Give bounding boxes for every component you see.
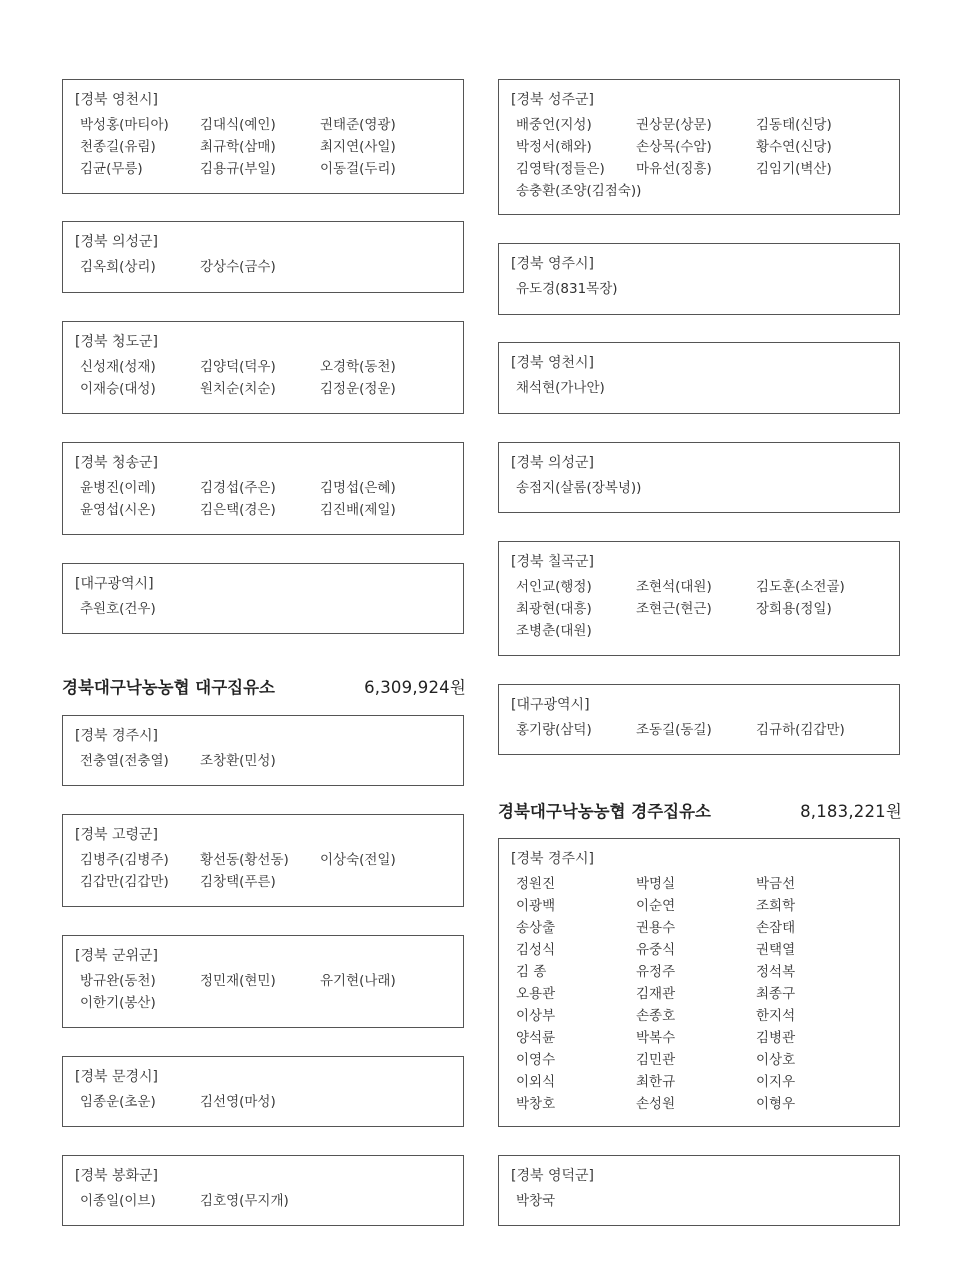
region-box — [62, 814, 464, 907]
member-name: 장희용(정일) — [756, 601, 832, 617]
region-box — [498, 79, 900, 215]
member-name: 이외식 — [516, 1074, 556, 1090]
member-name: 오용관 — [516, 986, 556, 1002]
member-name: 김은택(경은) — [200, 502, 276, 518]
region-box — [498, 838, 900, 1127]
member-name: 조현석(대원) — [636, 579, 712, 595]
region-title: [경북 의성군] — [511, 455, 594, 471]
member-name: 김용규(부일) — [200, 161, 276, 177]
region-title: [경북 고령군] — [75, 827, 158, 843]
section-header — [62, 677, 466, 699]
region-title: [경북 청도군] — [75, 334, 158, 350]
name-list — [511, 114, 889, 202]
member-name: 전충열(전충열) — [80, 753, 169, 769]
member-name: 김도훈(소전골) — [756, 579, 845, 595]
member-name: 마유선(징흥) — [636, 161, 712, 177]
member-name: 김성식 — [516, 942, 556, 958]
region-box — [62, 563, 464, 634]
member-name: 송상출 — [516, 920, 556, 936]
member-name: 방규완(동천) — [80, 973, 156, 989]
region-box — [62, 1155, 464, 1226]
member-name: 유정주 — [636, 964, 676, 980]
region-title: [경북 청송군] — [75, 455, 158, 471]
name-list — [75, 849, 453, 893]
member-name: 김병주(김병주) — [80, 852, 169, 868]
member-name: 김옥희(상리) — [80, 259, 156, 275]
member-name: 이상호 — [756, 1052, 796, 1068]
region-box — [62, 221, 464, 293]
name-list — [75, 970, 453, 1014]
member-name: 김 종 — [516, 964, 547, 980]
member-name: 손상목(수암) — [636, 139, 712, 155]
section-title: 경북대구낙농농협 경주집유소 — [498, 802, 711, 821]
member-name: 손잠태 — [756, 920, 796, 936]
member-name: 조창환(민성) — [200, 753, 276, 769]
member-name: 최광현(대흥) — [516, 601, 592, 617]
member-name: 이광백 — [516, 898, 556, 914]
name-list — [75, 356, 453, 400]
member-name: 정원진 — [516, 876, 556, 892]
region-box — [62, 1056, 464, 1127]
name-list — [511, 1190, 889, 1212]
name-list — [75, 1091, 453, 1113]
member-name: 이형우 — [756, 1096, 796, 1112]
member-name: 김창택(푸른) — [200, 874, 276, 890]
member-name: 김민관 — [636, 1052, 676, 1068]
region-box — [62, 442, 464, 535]
member-name: 유도경(831목장) — [516, 281, 618, 297]
member-name: 이상부 — [516, 1008, 556, 1024]
member-name: 송충환(조양(김점숙)) — [516, 183, 642, 199]
name-list — [75, 477, 453, 521]
member-name: 권용수 — [636, 920, 676, 936]
member-name: 송점지(살롬(장복녕)) — [516, 480, 642, 496]
member-name: 최종구 — [756, 986, 796, 1002]
member-name: 황수연(신당) — [756, 139, 832, 155]
member-name: 김영탁(정들은) — [516, 161, 605, 177]
member-name: 윤영섭(시온) — [80, 502, 156, 518]
member-name: 김경섭(주은) — [200, 480, 276, 496]
region-title: [경북 칠곡군] — [511, 554, 594, 570]
member-name: 배중언(지성) — [516, 117, 592, 133]
region-box — [498, 342, 900, 414]
region-title: [경북 경주시] — [511, 851, 594, 867]
member-name: 이한기(봉산) — [80, 995, 156, 1011]
member-name: 강상수(금수) — [200, 259, 276, 275]
region-box — [498, 684, 900, 755]
member-name: 김진배(제일) — [320, 502, 396, 518]
member-name: 김대식(예인) — [200, 117, 276, 133]
region-box — [498, 541, 900, 656]
member-name: 김재관 — [636, 986, 676, 1002]
region-box — [62, 321, 464, 414]
member-name: 김균(무릉) — [80, 161, 143, 177]
member-name: 채석현(가나안) — [516, 380, 605, 396]
region-title: [대구광역시] — [511, 697, 590, 713]
region-title: [경북 성주군] — [511, 92, 594, 108]
region-box — [62, 79, 464, 194]
member-name: 이동걸(두리) — [320, 161, 396, 177]
member-name: 최한규 — [636, 1074, 676, 1090]
member-name: 양석륜 — [516, 1030, 556, 1046]
member-name: 유중식 — [636, 942, 676, 958]
member-name: 서인교(행정) — [516, 579, 592, 595]
member-name: 이지우 — [756, 1074, 796, 1090]
region-title: [경북 영덕군] — [511, 1168, 594, 1184]
name-list — [75, 598, 453, 620]
region-title: [경북 경주시] — [75, 728, 158, 744]
member-name: 권태준(영광) — [320, 117, 396, 133]
region-box — [62, 935, 464, 1028]
member-name: 김명섭(은혜) — [320, 480, 396, 496]
name-list — [511, 719, 889, 741]
member-name: 정석복 — [756, 964, 796, 980]
member-name: 최지연(사일) — [320, 139, 396, 155]
member-name: 이순연 — [636, 898, 676, 914]
region-title: [경북 영주시] — [511, 256, 594, 272]
region-title: [경북 의성군] — [75, 234, 158, 250]
member-name: 김갑만(김갑만) — [80, 874, 169, 890]
member-name: 이종일(이브) — [80, 1193, 156, 1209]
name-list — [511, 377, 889, 399]
name-list — [511, 873, 889, 1115]
section-header — [498, 801, 902, 823]
member-name: 김정운(정운) — [320, 381, 396, 397]
name-list — [75, 750, 453, 772]
member-name: 박성홍(마티아) — [80, 117, 169, 133]
member-name: 박정서(해와) — [516, 139, 592, 155]
member-name: 윤병진(이레) — [80, 480, 156, 496]
member-name: 신성재(성재) — [80, 359, 156, 375]
member-name: 조동길(동길) — [636, 722, 712, 738]
member-name: 유기현(나래) — [320, 973, 396, 989]
section-amount: 8,183,221원 — [800, 802, 902, 821]
region-title: [경북 군위군] — [75, 948, 158, 964]
member-name: 박창호 — [516, 1096, 556, 1112]
region-box — [498, 243, 900, 315]
region-title: [대구광역시] — [75, 576, 154, 592]
region-box — [62, 715, 464, 786]
member-name: 김동태(신당) — [756, 117, 832, 133]
member-name: 손성원 — [636, 1096, 676, 1112]
member-name: 박명실 — [636, 876, 676, 892]
member-name: 이영수 — [516, 1052, 556, 1068]
member-name: 정민재(현민) — [200, 973, 276, 989]
member-name: 이재승(대성) — [80, 381, 156, 397]
name-list — [511, 576, 889, 642]
region-box — [498, 1155, 900, 1226]
region-box — [498, 442, 900, 513]
member-name: 권택열 — [756, 942, 796, 958]
member-name: 한지석 — [756, 1008, 796, 1024]
member-name: 박창국 — [516, 1193, 556, 1209]
member-name: 김임기(벽산) — [756, 161, 832, 177]
name-list — [511, 278, 889, 300]
member-name: 조희학 — [756, 898, 796, 914]
member-name: 김선영(마성) — [200, 1094, 276, 1110]
region-title: [경북 문경시] — [75, 1069, 158, 1085]
member-name: 손종호 — [636, 1008, 676, 1024]
region-title: [경북 영천시] — [75, 92, 158, 108]
name-list — [75, 114, 453, 180]
region-title: [경북 영천시] — [511, 355, 594, 371]
member-name: 김호영(무지개) — [200, 1193, 289, 1209]
member-name: 김병관 — [756, 1030, 796, 1046]
member-name: 임종운(초운) — [80, 1094, 156, 1110]
name-list — [511, 477, 889, 499]
member-name: 김규하(김갑만) — [756, 722, 845, 738]
member-name: 권상문(상문) — [636, 117, 712, 133]
member-name: 조병춘(대원) — [516, 623, 592, 639]
member-name: 박금선 — [756, 876, 796, 892]
name-list — [75, 1190, 453, 1212]
member-name: 홍기량(삼덕) — [516, 722, 592, 738]
member-name: 원치순(치순) — [200, 381, 276, 397]
member-name: 이상숙(전일) — [320, 852, 396, 868]
name-list — [75, 256, 453, 278]
member-name: 박복수 — [636, 1030, 676, 1046]
region-title: [경북 봉화군] — [75, 1168, 158, 1184]
member-name: 오경학(동천) — [320, 359, 396, 375]
member-name: 조현근(현근) — [636, 601, 712, 617]
member-name: 천종길(유림) — [80, 139, 156, 155]
member-name: 최규학(삼매) — [200, 139, 276, 155]
member-name: 김양덕(덕우) — [200, 359, 276, 375]
member-name: 황선동(황선동) — [200, 852, 289, 868]
member-name: 추원호(건우) — [80, 601, 156, 617]
section-amount: 6,309,924원 — [364, 678, 466, 697]
section-title: 경북대구낙농농협 대구집유소 — [62, 678, 275, 697]
